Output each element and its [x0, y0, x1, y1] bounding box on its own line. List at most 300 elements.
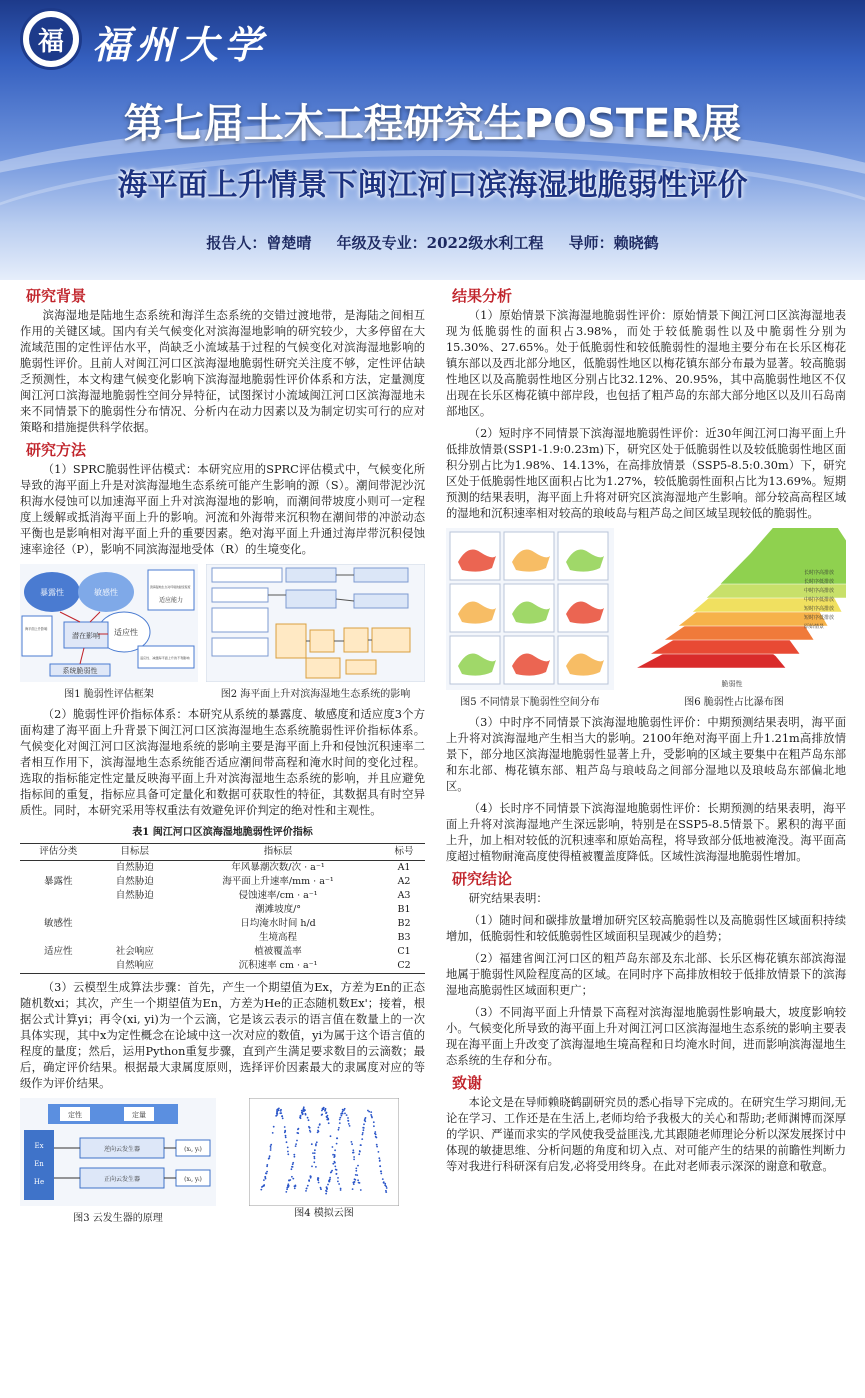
- cloud-drop: [318, 1127, 320, 1129]
- cloud-drop: [346, 1114, 348, 1116]
- cloud-drop: [310, 1131, 312, 1133]
- section-heading-background: 研究背景: [26, 287, 87, 305]
- section-heading-results: 结果分析: [452, 287, 513, 305]
- table-cell: 日均淹水时间 h/d: [240, 918, 316, 929]
- cloud-drop: [318, 1131, 320, 1133]
- cloud-drop: [319, 1124, 321, 1126]
- cloud-drop: [357, 1179, 359, 1181]
- cloud-drop: [314, 1152, 316, 1154]
- cloud-drop: [265, 1172, 267, 1174]
- table-cell: C2: [383, 959, 425, 974]
- cloud-drop: [378, 1157, 380, 1159]
- cloud-drop: [334, 1149, 336, 1151]
- results-paragraph-4: （4）长时序不同情景下滨海湿地脆弱性评价：长期预测的结果表明，海平面上升将对滨海湿地产生深远影响，特别是在SSP5-8.5情景下。累积的海平面上升，加上相对较低的沉积速率和原始高程，将导致部分低地被淹没。海平面高度超过植物耐淹高度使得植被覆盖度降低。区域性滨海湿地脆弱性增加。: [446, 802, 846, 863]
- cloud-drop: [363, 1129, 365, 1131]
- left-column: [20, 284, 425, 1231]
- conclusion-item-2: （2）福建省闽江河口区的粗芦岛东部及东北部、长乐区梅花镇东部滨海湿地属于脆弱性风险程度高的区域。在同时序下高排放相较于低排放情景下的滨海湿地高脆弱性区域面积更广；: [446, 952, 846, 997]
- cloud-drop: [287, 1147, 289, 1149]
- cloud-drop: [353, 1159, 355, 1161]
- cloud-drop: [365, 1117, 367, 1119]
- impact-flowchart: [206, 564, 425, 682]
- cloud-drop: [339, 1119, 341, 1121]
- cloud-drop: [332, 1163, 334, 1165]
- table-row: [20, 917, 425, 931]
- cloud-drop: [328, 1181, 330, 1183]
- cloud-drop: [354, 1181, 356, 1183]
- cloud-drop: [355, 1168, 357, 1170]
- cloud-drop: [337, 1177, 339, 1179]
- cloud-drop: [308, 1119, 310, 1121]
- cloud-drop: [315, 1145, 317, 1147]
- advisor: 导师：赖晓鹤: [568, 234, 659, 252]
- cloud-drop: [340, 1189, 342, 1191]
- table-cell: 植被覆盖率: [254, 946, 302, 957]
- table-cell: [20, 861, 97, 876]
- table-cell: 生境高程: [259, 932, 298, 943]
- figure-3-caption: 图3 云发生器的原理: [73, 1213, 163, 1224]
- fig1-label: 滨海湿地生态对环境的耐受程度: [150, 585, 191, 589]
- cloud-drop: [337, 1181, 339, 1183]
- cloud-drop: [326, 1191, 328, 1193]
- table-cell: 自然胁迫: [115, 890, 154, 901]
- university-logo: [20, 8, 82, 70]
- simulated-cloud-chart: [249, 1098, 399, 1206]
- cloud-drop: [327, 1184, 329, 1186]
- cloud-drop: [352, 1152, 354, 1154]
- table-title: 表1 闽江河口区滨海湿地脆弱性评价指标: [132, 827, 313, 838]
- table-cell: 潮滩坡度/°: [255, 904, 302, 915]
- cloud-drop: [335, 1169, 337, 1171]
- fig1-label: 适应能力: [158, 597, 184, 604]
- cloud-drop: [285, 1135, 287, 1137]
- table-cell: [20, 903, 97, 917]
- cloud-drop: [333, 1156, 335, 1158]
- cloud-drop: [357, 1165, 359, 1167]
- cloud-drop: [342, 1111, 344, 1113]
- cloud-drop: [361, 1138, 363, 1140]
- cloud-drop: [276, 1111, 278, 1113]
- cloud-drop: [325, 1193, 327, 1195]
- cloud-drop: [307, 1117, 309, 1119]
- cloud-drop: [313, 1161, 315, 1163]
- cloud-drop: [276, 1109, 278, 1111]
- cloud-drop: [297, 1129, 299, 1131]
- cloud-drop: [292, 1178, 294, 1180]
- cloud-drop: [292, 1162, 294, 1164]
- table-row: [20, 889, 425, 903]
- cloud-drop: [383, 1182, 385, 1184]
- cloud-drop: [302, 1111, 304, 1113]
- results-paragraph-2: （2）短时序不同情景下滨海湿地脆弱性评价：近30年闽江河口海平面上升低排放情景(SSP1-1.9:0.23m)下，研究区处于低脆弱性以及较低脆弱性地区面积分别占比为1.98%、14.13%，在高排放情景（SSP5-8.5:0.30m）下，研究区处于低脆弱性地区面积占比为1.27%，较低脆弱性面积占比为13.69%。短期预测的结果表明，海平面上升将对研究区滨海湿地产生影响。部分较高高程区域的湿地和沉积速率相对较高的琅岐岛与粗芦岛之间区域呈现较低的脆弱性。: [446, 427, 846, 520]
- right-column: [446, 284, 846, 1181]
- cloud-drop: [334, 1161, 336, 1163]
- table-row: [20, 861, 425, 876]
- cloud-drop: [314, 1158, 316, 1160]
- cloud-drop: [309, 1127, 311, 1129]
- author-line: [0, 232, 865, 253]
- cloud-drop: [326, 1188, 328, 1190]
- cloud-drop: [352, 1149, 354, 1151]
- waterfall-legend: 短时序高排放: [804, 606, 835, 612]
- poster-sub-title: 海平面上升情景下闽江河口滨海湿地脆弱性评价: [117, 168, 748, 203]
- cloud-drop: [286, 1188, 288, 1190]
- cloud-drop: [270, 1149, 272, 1151]
- cloud-drop: [315, 1166, 317, 1168]
- cloud-drop: [285, 1191, 287, 1193]
- cloud-drop: [318, 1177, 320, 1179]
- cloud-drop: [288, 1180, 290, 1182]
- university-name: 福州大学: [92, 22, 269, 67]
- cloud-drop: [299, 1116, 301, 1118]
- cloud-drop: [339, 1117, 341, 1119]
- cloud-drop: [266, 1165, 268, 1167]
- cloud-drop: [314, 1149, 316, 1151]
- figure-5: [446, 528, 614, 711]
- cloud-drop: [360, 1144, 362, 1146]
- cloud-drop: [270, 1145, 272, 1147]
- cloud-drop: [318, 1182, 320, 1184]
- cloud-drop: [330, 1135, 332, 1137]
- cloud-drop: [358, 1153, 360, 1155]
- cloud-drop: [295, 1143, 297, 1145]
- waterfall-legend: 原始情景: [804, 624, 825, 630]
- cloud-drop: [261, 1186, 263, 1188]
- table-row: [20, 931, 425, 945]
- table-cell: [20, 959, 97, 974]
- cloud-drop: [287, 1151, 289, 1153]
- cloud-drop: [272, 1132, 274, 1134]
- cloud-drop: [287, 1153, 289, 1155]
- cloud-drop: [355, 1174, 357, 1176]
- cloud-drop: [380, 1170, 382, 1172]
- cloud-drop: [386, 1187, 388, 1189]
- cloud-drop: [358, 1182, 360, 1184]
- table-cell: 海平面上升速率/mm · a⁻¹: [222, 876, 334, 887]
- cloud-drop: [313, 1156, 315, 1158]
- cloud-drop: [360, 1189, 362, 1191]
- cloud-drop: [296, 1140, 298, 1142]
- cloud-drop: [326, 1186, 328, 1188]
- figure-row-1-2: [20, 564, 425, 703]
- thanks-text: 本论文是在导师赖晓鹤副研究员的悉心指导下完成的。在研究生学习期间,无论在学习、工作还是在生活上,老师均给予我极大的关心和帮助;老师渊博而深厚的学识、严谨而求实的学风使我受益匪浅,尤其跟随老师理论分析以深发展探讨中体现的敏捷思维、分析问题的角度和切入点、对可能产生的结果的前瞻性判断力等对我进行科研深有启发,必将受用终身。在此对老师表示深深的谢意和敬意。: [446, 1096, 846, 1173]
- table-cell: 适应性: [44, 946, 73, 957]
- cloud-drop: [285, 1137, 287, 1139]
- fig3-label: 定性: [68, 1111, 82, 1119]
- method-paragraph-2: （2）脆弱性评价指标体系：本研究从系统的暴露度、敏感度和适应度3个方面构建了海平面上升背景下闽江河口区滨海湿地生态系统脆弱性评价指标体系。气候变化对闽江河口区滨海湿地系统的影响主要是海平面上升和侵蚀沉积速率二者相互作用下，滨海湿地生态系统能否适应潮间带高程和淹水时间的变化过程。选取的指标能定性定量反映海平面上升对滨海湿地生态系统的影响，并且应避免指标间的重复，指标应具备可定量化和数据可获取性的特征，其数据具有时空异质性。同时，本研究采用等权重法有效避免评价判定的绝对性和主观性。: [20, 708, 425, 817]
- cloud-drop: [349, 1125, 351, 1127]
- cloud-drop: [324, 1110, 326, 1112]
- fig3-label: 逆向云发生器: [103, 1146, 141, 1153]
- figure-6: [622, 528, 846, 711]
- cloud-drop: [330, 1172, 332, 1174]
- cloud-drop: [327, 1118, 329, 1120]
- cloud-drop: [326, 1112, 328, 1114]
- cloud-drop: [295, 1145, 297, 1147]
- cloud-drop: [303, 1108, 305, 1110]
- cloud-drop: [352, 1188, 354, 1190]
- cloud-drop: [305, 1190, 307, 1192]
- fig3-label: Ex: [34, 1142, 44, 1150]
- table-cell: B3: [397, 932, 411, 943]
- table-row: [20, 959, 425, 974]
- cloud-drop: [344, 1113, 346, 1115]
- cloud-drop: [279, 1112, 281, 1114]
- cloud-drop: [308, 1180, 310, 1182]
- cloud-drop: [263, 1184, 265, 1186]
- cloud-drop: [332, 1146, 334, 1148]
- conclusion-item-1: （1）随时间和碳排放量增加研究区较高脆弱性以及高脆弱性区域面积持续增加，低脆弱性和较低脆弱性区域面积呈现减少的趋势；: [446, 914, 846, 943]
- cloud-drop: [286, 1141, 288, 1143]
- cloud-drop: [294, 1156, 296, 1158]
- cloud-drop: [342, 1109, 344, 1111]
- cloud-drop: [351, 1143, 353, 1145]
- cloud-drop: [270, 1144, 272, 1146]
- fig1-label: 系统脆弱性: [62, 667, 98, 675]
- cloud-drop: [307, 1185, 309, 1187]
- cloud-drop: [294, 1185, 296, 1187]
- table-cell: 暴露性: [44, 876, 73, 887]
- cloud-drop: [310, 1175, 312, 1177]
- figure-4: [224, 1098, 424, 1227]
- table-row: [20, 903, 425, 917]
- table-cell: 自然胁迫: [115, 876, 154, 887]
- table-header: 目标层: [97, 844, 174, 861]
- table-cell: [20, 931, 97, 945]
- waterfall-chart: [622, 528, 846, 690]
- cloud-drop: [336, 1137, 338, 1139]
- cloud-drop: [344, 1108, 346, 1110]
- fig3-label: En: [34, 1160, 44, 1168]
- table-cell: A3: [397, 890, 411, 901]
- cloud-drop: [284, 1126, 286, 1128]
- cloud-drop: [367, 1110, 369, 1112]
- cloud-drop: [370, 1111, 372, 1113]
- cloud-drop: [311, 1166, 313, 1168]
- cloud-drop: [268, 1157, 270, 1159]
- cloud-drop: [376, 1144, 378, 1146]
- conclusion-item-3: （3）不同海平面上升情景下高程对滨海湿地脆弱性影响最大，坡度影响较小。气候变化所导致的海平面上升对闽江河口区滨海湿地生态系统的影响主要表现在海平面上升改变了滨海湿地生境高程和日均淹水时间，进而影响滨海湿地生态系统的生存和分布。: [446, 1006, 846, 1067]
- cloud-drop: [379, 1165, 381, 1167]
- figure-6-caption: 图6 脆弱性占比瀑布图: [684, 697, 784, 708]
- cloud-drop: [371, 1116, 373, 1118]
- cloud-drop: [362, 1132, 364, 1134]
- waterfall-legend: 中时序高排放: [804, 588, 835, 594]
- cloud-drop: [306, 1188, 308, 1190]
- table-cell: A2: [397, 876, 411, 887]
- fig3-label: 定量: [132, 1111, 146, 1119]
- table-header: 标号: [383, 844, 425, 861]
- cloud-drop: [334, 1166, 336, 1168]
- cloud-drop: [291, 1176, 293, 1178]
- cloud-drop: [385, 1186, 387, 1188]
- reporter: 报告人：曾楚晴: [206, 234, 312, 252]
- cloud-drop: [380, 1173, 382, 1175]
- figure-row-3-4: [20, 1098, 425, 1227]
- table-row: [20, 875, 425, 889]
- fig1-label: 海平面上升影响: [25, 627, 48, 631]
- figure-2-caption: 图2 海平面上升对滨海湿地生态系统的影响: [220, 689, 411, 700]
- cloud-drop: [311, 1143, 313, 1145]
- cloud-drop: [379, 1160, 381, 1162]
- section-heading-conclusion: 研究结论: [452, 870, 513, 888]
- cloud-drop: [317, 1179, 319, 1181]
- cloud-drop: [291, 1168, 293, 1170]
- cloud-drop: [341, 1112, 343, 1114]
- cloud-drop: [312, 1152, 314, 1154]
- fig3-label: (xᵢ, yᵢ): [184, 1146, 202, 1153]
- cloud-drop: [328, 1122, 330, 1124]
- cloud-drop: [320, 1187, 322, 1189]
- fig1-label: 适应性: [114, 628, 138, 637]
- table-cell: 社会响应: [115, 946, 154, 957]
- fig1-label: 潜在影响: [72, 632, 100, 640]
- figure-5-caption: 图5 不同情景下脆弱性空间分布: [460, 697, 600, 708]
- cloud-drop: [294, 1187, 296, 1189]
- cloud-drop: [265, 1178, 267, 1180]
- fig3-label: (xᵢ, yᵢ): [184, 1176, 202, 1183]
- cloud-drop: [270, 1147, 272, 1149]
- cloud-drop: [325, 1108, 327, 1110]
- cloud-drop: [322, 1108, 324, 1110]
- cloud-drop: [376, 1146, 378, 1148]
- figure-2: [206, 564, 425, 703]
- cloud-drop: [385, 1191, 387, 1193]
- cloud-drop: [341, 1115, 343, 1117]
- cloud-drop: [363, 1127, 365, 1129]
- cloud-drop: [375, 1136, 377, 1138]
- cloud-drop: [284, 1132, 286, 1134]
- fig1-label: 暴露性: [40, 588, 64, 597]
- waterfall-legend: 短时序低排放: [804, 615, 835, 621]
- figure-3: [20, 1098, 216, 1227]
- cloud-drop: [327, 1115, 329, 1117]
- table-cell: B2: [397, 918, 411, 929]
- background-text: 滨海湿地是陆地生态系统和海洋生态系统的交错过渡地带，是海陆之间相互作用的关键区域。国内有关气候变化对滨海湿地影响的研究较少，大多停留在大流域范围的定性评估水平，尚缺乏小流域基于过程的气候变化对滨海湿地影响的脆弱性评价。且前人对闽江河口区滨海湿地脆弱性研究关注度不够，定性评估缺乏预测性，本文构建气候变化影响下滨海湿地脆弱性评价体系和方法，定量测度闽江河口滨海湿地脆弱性空间分异特征，试图探讨小流域闽江河口区滨海湿地未来不同情景下的脆弱性分布情况、分析内在动力因素以及为制定切实可行的应对策略和措施提供科学依据。: [20, 309, 425, 434]
- cloud-drop: [266, 1171, 268, 1173]
- cloud-drop: [339, 1122, 341, 1124]
- cloud-drop: [282, 1118, 284, 1120]
- spatial-distribution-maps: [446, 528, 614, 690]
- section-heading-method: 研究方法: [26, 441, 87, 459]
- conclusion-intro: 研究结果表明：: [468, 892, 548, 905]
- results-paragraph-1: （1）原始情景下滨海湿地脆弱性评价：原始情景下闽江河口区滨海湿地表现为低脆弱性的面积占3.98%，而处于较低脆弱性以及中脆弱性分别为15.30%、27.65%。处于低脆弱性和较低脆弱性的湿地主要分布在长乐区梅花镇东部以及西北部分地区，低脆弱性地区以梅花镇东部分布最为显著。较高脆弱性地区以及高脆弱性地区分别占比32.12%、20.95%，其中高脆弱性地区不仅出现在长乐区梅花镇中部岸段，也包括了粗芦岛的东部大部分地区以及川石岛南部地区。: [446, 309, 846, 418]
- section-heading-thanks: 致谢: [452, 1074, 483, 1092]
- cloud-drop: [273, 1126, 275, 1128]
- cloud-drop: [263, 1179, 265, 1181]
- poster-header: [0, 0, 865, 280]
- table-header-row: [20, 844, 425, 861]
- table-cell: [20, 889, 97, 903]
- cloud-drop: [329, 1179, 331, 1181]
- framework-diagram: [20, 564, 198, 682]
- cloud-drop: [355, 1170, 357, 1172]
- cloud-drop: [378, 1151, 380, 1153]
- table-header: 评估分类: [20, 844, 97, 861]
- cloud-drop: [316, 1141, 318, 1143]
- cloud-drop: [338, 1129, 340, 1131]
- table-header: 指标层: [173, 844, 383, 861]
- table-cell: B1: [397, 904, 411, 915]
- table-cell: [97, 917, 174, 931]
- table-cell: C1: [397, 946, 411, 957]
- indicator-table: [20, 843, 425, 974]
- waterfall-axis-label: 脆弱性: [721, 680, 743, 688]
- table-cell: 侵蚀速率/cm · a⁻¹: [238, 890, 318, 901]
- waterfall-legend: 长时序低排放: [804, 579, 835, 585]
- figure-1: [20, 564, 198, 703]
- cloud-drop: [359, 1151, 361, 1153]
- fig1-label: 适应性、减缓海平面上升的不利影响: [140, 656, 190, 660]
- poster-main-title: 第七届土木工程研究生POSTER展: [123, 101, 742, 147]
- cloud-drop: [292, 1166, 294, 1168]
- grade-major: 年级及专业：2022级水利工程: [336, 234, 544, 252]
- table-cell: [97, 903, 174, 917]
- table-cell: [97, 931, 174, 945]
- cloud-drop: [373, 1121, 375, 1123]
- cloud-drop: [364, 1120, 366, 1122]
- table-cell: 自然响应: [97, 959, 174, 974]
- fig3-label: He: [33, 1178, 45, 1186]
- cloud-drop: [351, 1141, 353, 1143]
- cloud-drop: [338, 1183, 340, 1185]
- table-cell: A1: [397, 862, 411, 873]
- cloud-drop: [382, 1178, 384, 1180]
- cloud-drop: [321, 1114, 323, 1116]
- table-cell: 年风暴潮次数/次 · a⁻¹: [231, 862, 325, 873]
- cloud-drop: [305, 1114, 307, 1116]
- figure-1-caption: 图1 脆弱性评估框架: [64, 689, 154, 700]
- cloud-drop: [354, 1179, 356, 1181]
- cloud-drop: [338, 1127, 340, 1129]
- cloud-drop: [384, 1183, 386, 1185]
- cloud-drop: [331, 1170, 333, 1172]
- results-paragraph-3: （3）中时序不同情景下滨海湿地脆弱性评价：中期预测结果表明，海平面上升将对滨海湿地产生相当大的影响。2100年绝对海平面上升1.21m高排放情景下，部分地区滨海湿地脆弱性显著上升，受影响的区域主要集中在粗芦岛东部和东北部、梅花镇东部、粗芦岛与琅岐岛之间部分湿地以及琅岐岛东部偏北地区。: [446, 716, 846, 793]
- cloud-drop: [269, 1155, 271, 1157]
- cloud-drop: [277, 1113, 279, 1115]
- cloud-drop: [347, 1117, 349, 1119]
- logo-glyph: 福: [29, 17, 73, 61]
- cloud-generator-diagram: [20, 1098, 216, 1206]
- figure-row-5-6: [446, 528, 846, 711]
- method-paragraph-3: （3）云模型生成算法步骤：首先，产生一个期望值为Ex，方差为En的正态随机数xi；其次，产生一个期望值为En，方差为He的正态随机数Ex'；接着，根据公式计算yi；再令(xi, yi)为一个云滴，它是该云表示的语言值在数量上的一次具体实现，其中x为定性概念在论域中这一次对应的数值，yi为属于这个语言值的程度的量度；然后，运用Python重复步骤，直到产生满足要求数目的云滴数；最后，确定评价结果。根据最大隶属度原则，选择评价因素最大的隶属度对应的等级作为评价结果。: [20, 981, 425, 1090]
- fig3-label: 正向云发生器: [103, 1176, 141, 1183]
- waterfall-legend: 中时序低排放: [804, 597, 835, 603]
- cloud-drop: [329, 1177, 331, 1179]
- cloud-drop: [281, 1116, 283, 1118]
- figure-4-caption: 图4 模拟云图: [294, 1208, 354, 1219]
- table-row: [20, 945, 425, 959]
- table-cell: 敏感性: [44, 918, 73, 929]
- table-cell: 沉积速率 cm · a⁻¹: [173, 959, 383, 974]
- cloud-drop: [260, 1189, 262, 1191]
- cloud-drop: [373, 1125, 375, 1127]
- cloud-drop: [348, 1123, 350, 1125]
- method-paragraph-1: （1）SPRC脆弱性评估模式：本研究应用的SPRC评估模式中，气候变化所导致的海平面上升是对滨海湿地生态系统可能产生影响的源（S）。潮间带泥沙沉积海水侵蚀可以加速海平面上升对滨海湿地的影响，而潮间带坡度小则可一定程度上缓解或抵消海平面上升的影响。河流和外海带来沉积物在潮间带的冲淤动态平衡也是影响相对海平面上升的重要因素。绝对海平面上升通过海岸带沉积侵蚀速率途径（P），影响不同滨海湿地受体（R）的生境变化。: [20, 463, 425, 556]
- cloud-drop: [280, 1109, 282, 1111]
- cloud-drop: [287, 1186, 289, 1188]
- fig1-label: 敏感性: [94, 588, 118, 597]
- cloud-drop: [362, 1134, 364, 1136]
- cloud-drop: [336, 1173, 338, 1175]
- cloud-drop: [363, 1123, 365, 1125]
- cloud-drop: [353, 1156, 355, 1158]
- cloud-drop: [374, 1133, 376, 1135]
- cloud-drop: [334, 1154, 336, 1156]
- table-cell: 自然胁迫: [115, 862, 154, 873]
- cloud-drop: [302, 1113, 304, 1115]
- cloud-drop: [348, 1120, 350, 1122]
- cloud-drop: [296, 1132, 298, 1134]
